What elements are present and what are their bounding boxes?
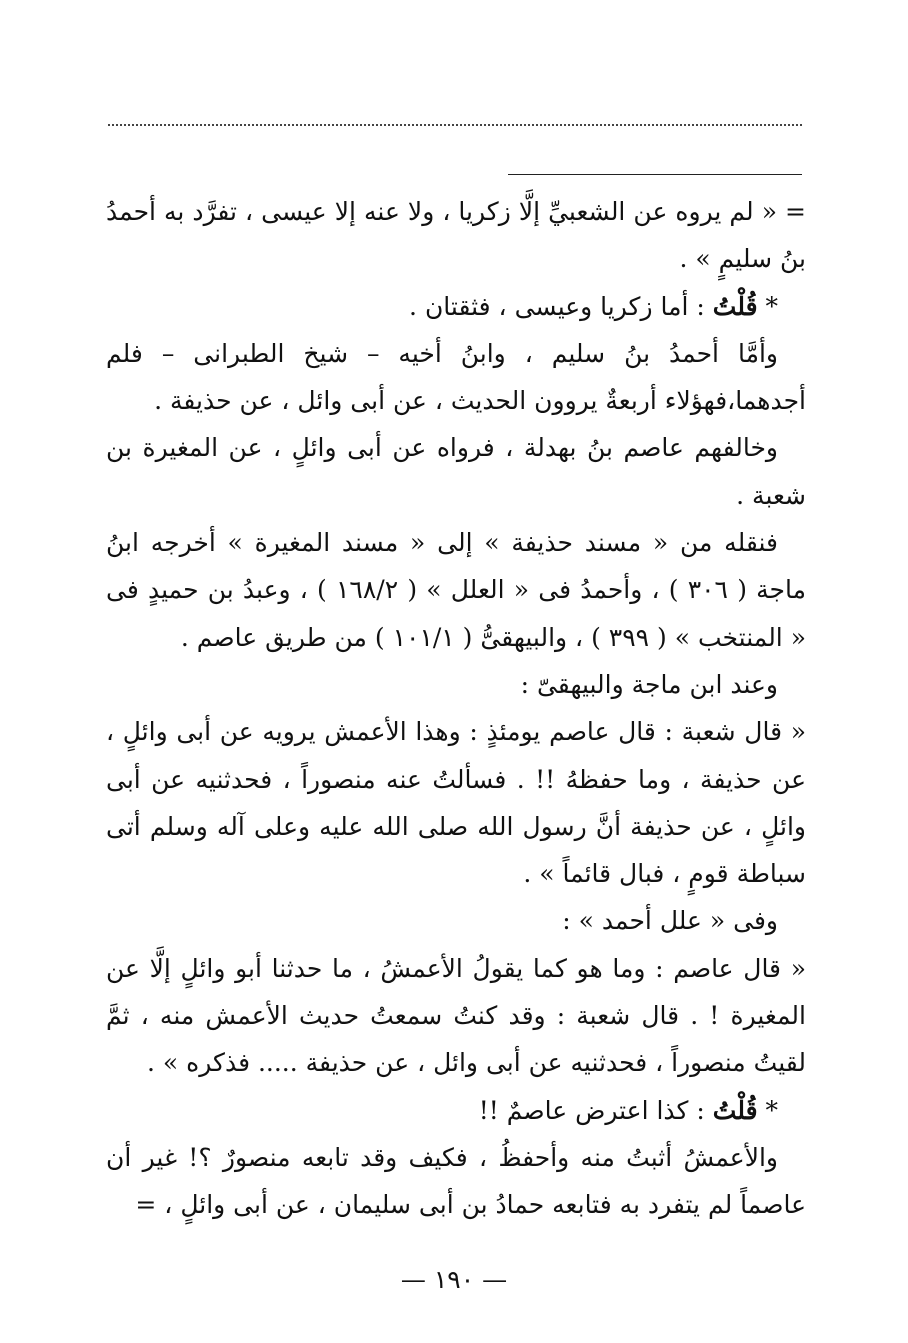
paragraph-11: والأعمشُ أثبتُ منه وأحفظُ ، فكيف وقد تابعه منصورٌ ؟! غير أن عاصماً لم يتفرد به فتابعه حمادُ بن أبى سليمان ، عن أبى وائلٍ ، = (106, 1142, 806, 1220)
footnote-separator-rule (508, 174, 802, 175)
qult-lead: قُلْتُ (712, 291, 758, 321)
paragraph-3: وأمَّا أحمدُ بنُ سليم ، وابنُ أخيه – شيخ الطبرانى – فلم أجدهما،فهؤلاء أربعةٌ يروون الحديث ، عن أبى وائل ، عن حذيفة . (106, 338, 806, 416)
paragraph-6: وعند ابن ماجة والبيهقىّ : (520, 669, 778, 699)
paragraph-9: « قال عاصم : وما هو كما يقولُ الأعمشُ ، ما حدثنا أبو وائلٍ إلَّا عن المغيرة ! . قال شعبة : وقد كنتُ سمعتُ حديث الأعمش منه ، ثمَّ لقيتُ منصوراً ، فحدثنيه عن أبى وائل ، عن حذيفة ..... فذكره » . (106, 953, 806, 1078)
star-marker: * (765, 291, 778, 321)
paragraph-10: * قُلْتُ : كذا اعترض عاصمٌ !! (478, 1095, 778, 1125)
paragraph-2: * قُلْتُ : أما زكريا وعيسى ، فثقتان . (409, 291, 778, 321)
star-marker: * (765, 1095, 778, 1125)
paragraph-5: فنقله من « مسند حذيفة » إلى « مسند المغيرة » أخرجه ابنُ ماجة ( ٣٠٦ ) ، وأحمدُ فى « العلل » ( ١٦٨/٢ ) ، وعبدُ بن حميدٍ فى « المنتخب » ( ٣٩٩ ) ، والبيهقىُّ ( ١٠١/١ ) من طريق عاصم . (106, 528, 807, 652)
paragraph-1: = « لم يروه عن الشعبيِّ إلَّا زكريا ، ولا عنه إلا عيسى ، تفرَّد به أحمدُ بنُ سليمٍ » . (106, 197, 806, 274)
header-dotted-rule (108, 124, 802, 126)
paragraph-4: وخالفهم عاصم بنُ بهدلة ، فرواه عن أبى وائلٍ ، عن المغيرة بن شعبة . (106, 433, 806, 510)
paragraph-8: وفى « علل أحمد » : (562, 906, 778, 936)
qult-lead: قُلْتُ (712, 1095, 758, 1125)
footnote-text-block (106, 188, 806, 1229)
paragraph-7: « قال شعبة : قال عاصم يومئذٍ : وهذا الأعمش يرويه عن أبى وائلٍ ، عن حذيفة ، وما حفظهُ !! . فسألتُ عنه منصوراً ، فحدثنيه عن أبى وائلٍ ، عن حذيفة أنَّ رسول الله صلى الله عليه وعلى آله وسلم أتى سباطة قومٍ ، فبال قائماً » . (106, 717, 806, 889)
page-number: — ١٩٠ — (400, 1265, 508, 1294)
